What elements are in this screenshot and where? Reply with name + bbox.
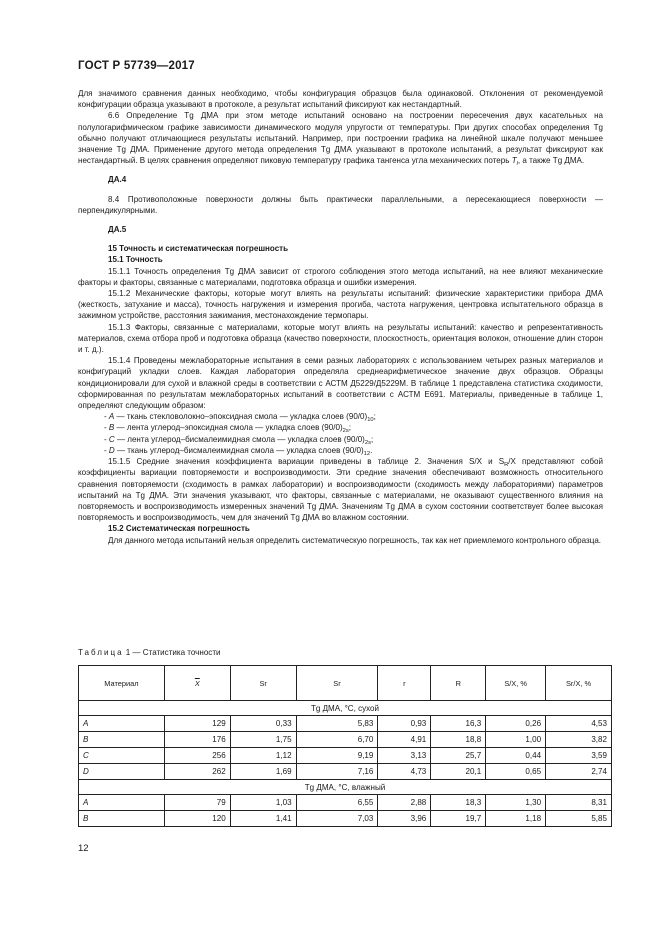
material-text: — лента углерод–эпоксидная смола — укладка слоев (90/0) — [114, 423, 343, 433]
tl-symbol: T — [511, 156, 517, 166]
material-end: ; — [348, 423, 352, 433]
table-cell: 1,41 — [230, 811, 296, 827]
table-cell: 19,7 — [431, 811, 486, 827]
heading-15-1: 15.1 Точность — [108, 255, 163, 265]
paragraph-15-1-3: 15.1.3 Факторы, связанные с материалами, которые могут влиять на результаты испытаний: качество и репрезентативность материалов, схема отбора проб и подготовка образца (качество поверхности, плоскостность, ориентация волокон, отношение длин сторон и т. д.). — [78, 322, 603, 355]
table-row — [79, 748, 612, 764]
column-header — [164, 666, 230, 701]
table-cell: 1,30 — [486, 795, 546, 811]
paragraph-text: , а также Tg ДМА. — [517, 156, 585, 166]
column-header: Sr — [296, 666, 378, 701]
table-cell: 7,03 — [296, 811, 378, 827]
table-cell: 3,96 — [378, 811, 431, 827]
material-end: . — [370, 445, 373, 455]
paragraph-15-1-1: 15.1.1 Точность определения Tg ДМА зависит от строгого соблюдения этого метода испытаний, на нее влияют механические факторы и факторы, связанные с материалами, подготовка образца и ошибки измерения. — [78, 266, 603, 287]
table-cell: 2,74 — [546, 764, 612, 780]
table-cell: 4,73 — [378, 764, 431, 780]
material-end: ; — [373, 412, 376, 422]
material-letter: D — [108, 445, 115, 455]
table-group-title: Tg ДМА, °C, сухой — [79, 701, 612, 716]
table-cell: 0,65 — [486, 764, 546, 780]
table-cell: 25,7 — [431, 748, 486, 764]
document-header: ГОСТ Р 57739—2017 — [78, 60, 195, 72]
table-cell: 6,70 — [296, 732, 378, 748]
column-header: R — [431, 666, 486, 701]
material-subscript: 10 — [367, 417, 374, 424]
table-cell: 1,18 — [486, 811, 546, 827]
table-row — [79, 764, 612, 780]
table-cell: 4,53 — [546, 716, 612, 732]
paragraph-15-1-2: 15.1.2 Механические факторы, которые могут влиять на результаты испытаний: физические характеристики прибора ДМА (жесткость, затухание и масса), точность нагружения и измерения прогиба, частота нагружения, центровка испытательного образца в зажимном устройстве, расстояния зажимания, местонахождение термопары. — [78, 289, 603, 321]
material-cell: B — [79, 732, 165, 748]
table-cell: 2,88 — [378, 795, 431, 811]
table-header-row — [79, 666, 612, 701]
table-cell: 1,69 — [230, 764, 296, 780]
column-header: Sr/X, % — [546, 666, 612, 701]
table-cell: 5,83 — [296, 716, 378, 732]
material-cell: D — [79, 764, 165, 780]
table-cell: 18,3 — [431, 795, 486, 811]
table-cell: 3,82 — [546, 732, 612, 748]
page-number: 12 — [78, 843, 89, 854]
paragraph-6-6 — [78, 110, 603, 166]
paragraph-15-2: Для данного метода испытаний нельзя определить систематическую погрешность, так как нет приемлемого контрольного образца. — [108, 535, 602, 545]
table-group-row — [79, 780, 612, 795]
table-cell: 1,75 — [230, 732, 296, 748]
table-cell: 3,59 — [546, 748, 612, 764]
material-list-item: - C — лента углерод–бисмалеимидная смола — укладка слоев $(90/0)_{2s}$; — [104, 434, 374, 446]
paragraph-8-4: 8.4 Противоположные поверхности должны быть практически параллельными, а пересекающиеся поверхности — перпендикулярными. — [78, 194, 603, 215]
table-caption-text: 1 — Статистика точности — [123, 648, 221, 657]
table-cell: 262 — [164, 764, 230, 780]
material-text: — ткань углерод–бисмалеимидная смола — укладка слоев (90/0) — [114, 445, 364, 455]
table-row — [79, 811, 612, 827]
table-cell: 0,33 — [230, 716, 296, 732]
material-letter: B — [108, 423, 115, 433]
material-cell: C — [79, 748, 165, 764]
table-cell: 20,1 — [431, 764, 486, 780]
table-cell: 79 — [164, 795, 230, 811]
table-cell: 1,00 — [486, 732, 546, 748]
material-cell: B — [79, 811, 165, 827]
paragraph-text: 15.1.5 Средние значения коэффициента вариации приведены в таблице 2. Значения S/X и S — [108, 457, 505, 467]
table-cell: 176 — [164, 732, 230, 748]
table-group-row — [79, 701, 612, 716]
precision-table — [78, 665, 612, 827]
material-cell: A — [79, 795, 165, 811]
material-letter: C — [108, 434, 115, 444]
table-cell: 256 — [164, 748, 230, 764]
heading-15: 15 Точность и систематическая погрешность — [108, 244, 289, 254]
table-cell: 6,55 — [296, 795, 378, 811]
material-list-item: - D — ткань углерод–бисмалеимидная смола — укладка слоев $(90/0)_{12}$. — [104, 445, 373, 457]
table-row — [79, 716, 612, 732]
column-header: Sr — [230, 666, 296, 701]
table-cell: 5,85 — [546, 811, 612, 827]
material-cell: A — [79, 716, 165, 732]
material-end: ; — [370, 434, 374, 444]
paragraph-text: /X представляют собой коэффициенты вариации повторяемости и воспроизводимости. Эти средние значения обеспечивают возможность относительного сравнения повторяемости (сходимость в рамках лаборатории) и воспроизводимости (сходимость между лабораториями) параметров испытаний на Tg ДМА. Эти значения указывают, что факторы, связанные с материалами, не оказывают существенного влияния на повторяемость и воспроизводимость измеренных значений Tg ДМА. Значениям Tg ДМА в сухом состоянии соответствует более высокая повторяемость и воспроизводимость, чем для значений Tg ДМА во влажном состоянии. — [78, 457, 603, 523]
table-cell: 4,91 — [378, 732, 431, 748]
table-cell: 3,13 — [378, 748, 431, 764]
table-cell: 0,26 — [486, 716, 546, 732]
section-label-da5: ДА.5 — [108, 225, 127, 235]
table-caption — [78, 648, 221, 657]
table-cell: 1,12 — [230, 748, 296, 764]
column-header: S/X, % — [486, 666, 546, 701]
table-cell: 8,31 — [546, 795, 612, 811]
material-letter: A — [108, 412, 115, 422]
table-cell: 7,16 — [296, 764, 378, 780]
table-cell: 1,03 — [230, 795, 296, 811]
paragraph-text: 6.6 Определение Tg ДМА при этом методе испытаний основано на построении пересечения двух касательных на полулогарифмическом графике зависимости динамического модуля упругости от температуры. При других способах определения Tg обычно получают отличающиеся результаты испытаний. Например, при построении графика на линейной шкале получают меньшее значение Tg ДМА. Применение другого метода определения Tg ДМА указывают в протоколе испытаний, а результат фиксируют как нестандартный. В целях сравнения определяют пиковую температуру графика тангенса угла механических потерь — [78, 111, 603, 166]
column-header: Материал — [79, 666, 165, 701]
material-list-item: - A — ткань стекловолокно–эпоксидная смола — укладка слоев $(90/0)_{10}$; — [104, 412, 376, 424]
table-cell: 16,3 — [431, 716, 486, 732]
table-cell: 0,93 — [378, 716, 431, 732]
material-text: — ткань стекловолокно–эпоксидная смола — укладка слоев (90/0) — [114, 412, 368, 422]
paragraph: Для значимого сравнения данных необходимо, чтобы конфигурация образцов была одинаковой. Отклонения от рекомендуемой конфигурации образца указывают в протоколе, а результат испытаний фиксируют как нестандартный. — [78, 89, 603, 110]
table-cell: 0,44 — [486, 748, 546, 764]
table-group-title: Tg ДМА, °C, влажный — [79, 780, 612, 795]
table-cell: 18,8 — [431, 732, 486, 748]
column-header: r — [378, 666, 431, 701]
table-cell: 9,19 — [296, 748, 378, 764]
table-cell: 129 — [164, 716, 230, 732]
material-subscript: 2s — [364, 439, 371, 446]
table-row — [79, 732, 612, 748]
paragraph-15-1-4: 15.1.4 Проведены межлабораторные испытания в семи разных лабораториях с использованием четырех разных материалов и конфигураций укладки слоев. Каждая лаборатория определяла среднеарифметическое значение двух образцов. Образцы кондиционировали для сухой и влажной среды в соответствии с АСТМ Д5229/Д5229М. В таблице 1 представлена статистика сходимости, сформированная по результатам межлабораторных испытаний в соответствии с АСТМ Е691. Материалы, приведенные в таблице 1, определяют следующим образом: — [78, 356, 603, 411]
column-header-text: $\overline{X}$ — [194, 678, 200, 688]
paragraph-15-1-5 — [78, 456, 603, 523]
tl-subscript: l — [516, 161, 518, 168]
table-cell: 120 — [164, 811, 230, 827]
section-label-da4: ДА.4 — [108, 175, 127, 185]
heading-15-2: 15.2 Систематическая погрешность — [108, 524, 250, 534]
material-text: — лента углерод–бисмалеимидная смола — укладка слоев (90/0) — [114, 434, 365, 444]
material-subscript: 12 — [363, 450, 371, 457]
sr-subscript: R — [504, 462, 509, 469]
material-list-item: - B — лента углерод–эпоксидная смола — укладка слоев $(90/0)_{2s}$; — [104, 423, 352, 435]
document-body — [78, 88, 603, 546]
table-row — [79, 795, 612, 811]
material-subscript: 2s — [342, 428, 349, 435]
table-body — [79, 701, 612, 827]
table-caption-prefix: Таблица — [78, 648, 124, 657]
